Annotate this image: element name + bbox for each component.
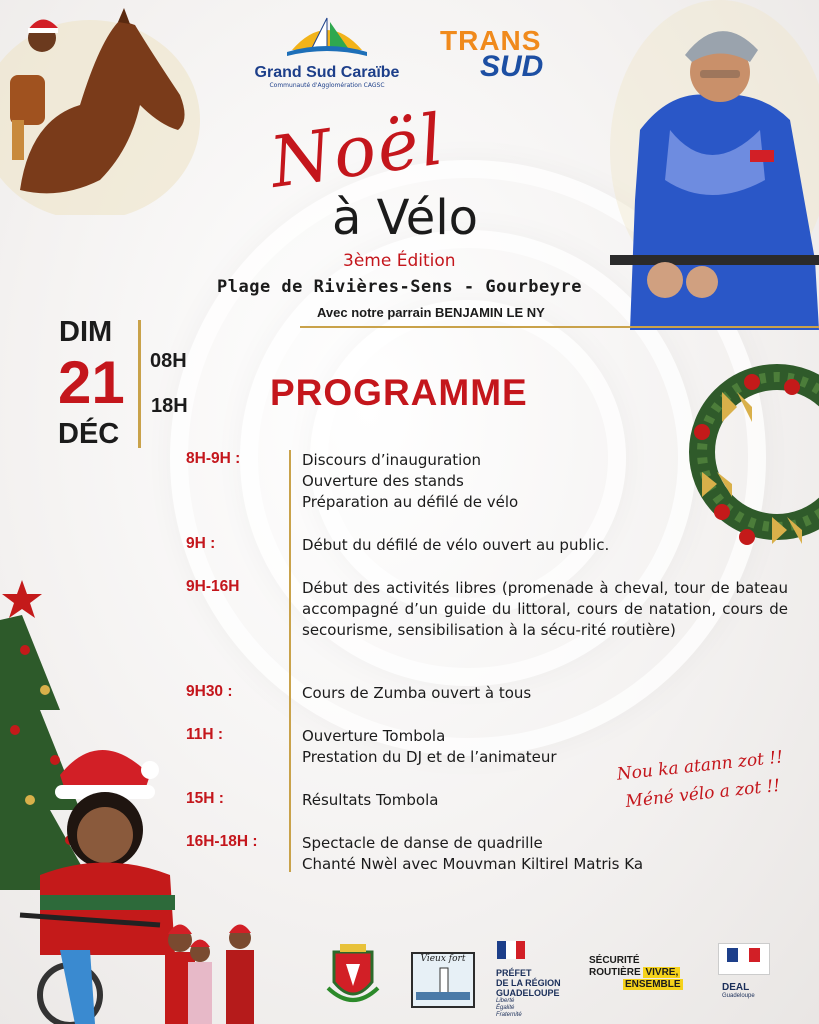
gourbeyre-crest-icon (322, 942, 384, 1010)
date-month: DÉC (58, 418, 120, 450)
prefet-logo (496, 968, 561, 1019)
schedule-desc (302, 833, 788, 875)
schedule-line: Résultats Tombola (302, 791, 439, 809)
marianne-icon (719, 944, 769, 974)
schedule-time: 9H-16H (186, 578, 240, 595)
schedule-row (186, 450, 796, 513)
prefet-line: GUADELOUPE (496, 988, 560, 998)
french-flag-icon (497, 941, 525, 959)
schedule-line: Chanté Nwèl avec Mouvman Kiltirel Matris Ka (302, 855, 644, 873)
lighthouse-icon (416, 964, 470, 1000)
vieux-fort-label: Vieux fort (420, 954, 466, 964)
prefet-motto (496, 998, 561, 1019)
prefet-line: PRÉFET (496, 968, 532, 978)
schedule-desc (302, 683, 788, 704)
schedule-time: 16H-18H : (186, 833, 258, 850)
secu-highlight: ENSEMBLE (625, 979, 681, 990)
republique-francaise-logo (718, 943, 770, 975)
schedule-row (186, 535, 796, 556)
schedule-time: 11H : (186, 726, 224, 743)
divider (300, 326, 819, 328)
date-divider (138, 320, 141, 448)
gsc-subtitle: Communauté d'Agglomération CAGSC (269, 82, 385, 89)
securite-routiere-logo (589, 955, 683, 991)
schedule-line: Discours d’inauguration (302, 451, 481, 469)
slogan-line: Méné vélo a zot !! (624, 775, 782, 812)
grand-sud-caraibe-logo (252, 10, 402, 89)
schedule-line: Ouverture des stands (302, 472, 464, 490)
schedule-line: Ouverture Tombola (302, 727, 446, 745)
schedule-line: Début du défilé de vélo ouvert au public. (302, 536, 610, 554)
schedule-line: Prestation du DJ et de l’animateur (302, 748, 557, 766)
start-hour: 08H (150, 350, 187, 372)
date-day-name: DIM (59, 316, 113, 348)
schedule-desc (302, 578, 788, 641)
horse-rider-photo (0, 0, 200, 215)
sailboat-logo-icon (282, 10, 372, 58)
secu-line (589, 979, 683, 991)
secu-line: SÉCURITÉ (589, 955, 640, 966)
transsud-bottom: SUD (480, 50, 544, 83)
schedule-line: Début des activités libres (promenade à cheval, tour de bateau accompagné d’un guide du littoral, cours de natation, cours de secourisme, sensibilisation à la sécu-rité routière) (302, 579, 788, 639)
deal-logo (722, 982, 755, 999)
vieux-fort-logo (411, 952, 475, 1008)
date-day-number: 21 (58, 349, 125, 416)
schedule-time: 9H : (186, 535, 216, 552)
motto-line: Liberté (496, 998, 515, 1004)
schedule-time: 15H : (186, 790, 224, 807)
slogan-line: Nou ka atann zot !! (615, 747, 784, 785)
schedule-line: Préparation au défilé de vélo (302, 493, 519, 511)
schedule-time: 8H-9H : (186, 450, 241, 467)
schedule-desc (302, 450, 788, 513)
secu-highlight: VIVRE, (645, 967, 679, 978)
deal-sub: Guadeloupe (722, 993, 755, 999)
location-label: Plage de Rivières-Sens - Gourbeyre (217, 277, 582, 297)
schedule-row (186, 578, 796, 641)
prefet-line: DE LA RÉGION (496, 978, 561, 988)
cyclist-photo (610, 0, 819, 330)
motto-line: Fraternité (496, 1012, 522, 1018)
programme-heading: PROGRAMME (270, 372, 528, 413)
noel-title: Noël (265, 98, 451, 204)
schedule-row (186, 833, 796, 875)
transsud-top: TRANS (440, 25, 542, 56)
transsud-logo (440, 25, 580, 83)
schedule-time: 9H30 : (186, 683, 233, 700)
a-velo-title: à Vélo (332, 190, 479, 246)
gsc-name: Grand Sud Caraïbe (254, 64, 400, 81)
sponsor-label: Avec notre parrain BENJAMIN LE NY (317, 305, 545, 320)
schedule-line: Cours de Zumba ouvert à tous (302, 684, 532, 702)
schedule-desc (302, 535, 788, 556)
deal-label: DEAL (722, 982, 750, 993)
family-photo (140, 900, 280, 1024)
edition-label: 3ème Édition (343, 251, 456, 271)
motto-line: Égalité (496, 1005, 515, 1011)
schedule-row (186, 683, 796, 704)
secu-line: ROUTIÈRE VIVRE, (589, 967, 679, 978)
schedule-line: Spectacle de danse de quadrille (302, 834, 543, 852)
end-hour: 18H (151, 395, 188, 417)
